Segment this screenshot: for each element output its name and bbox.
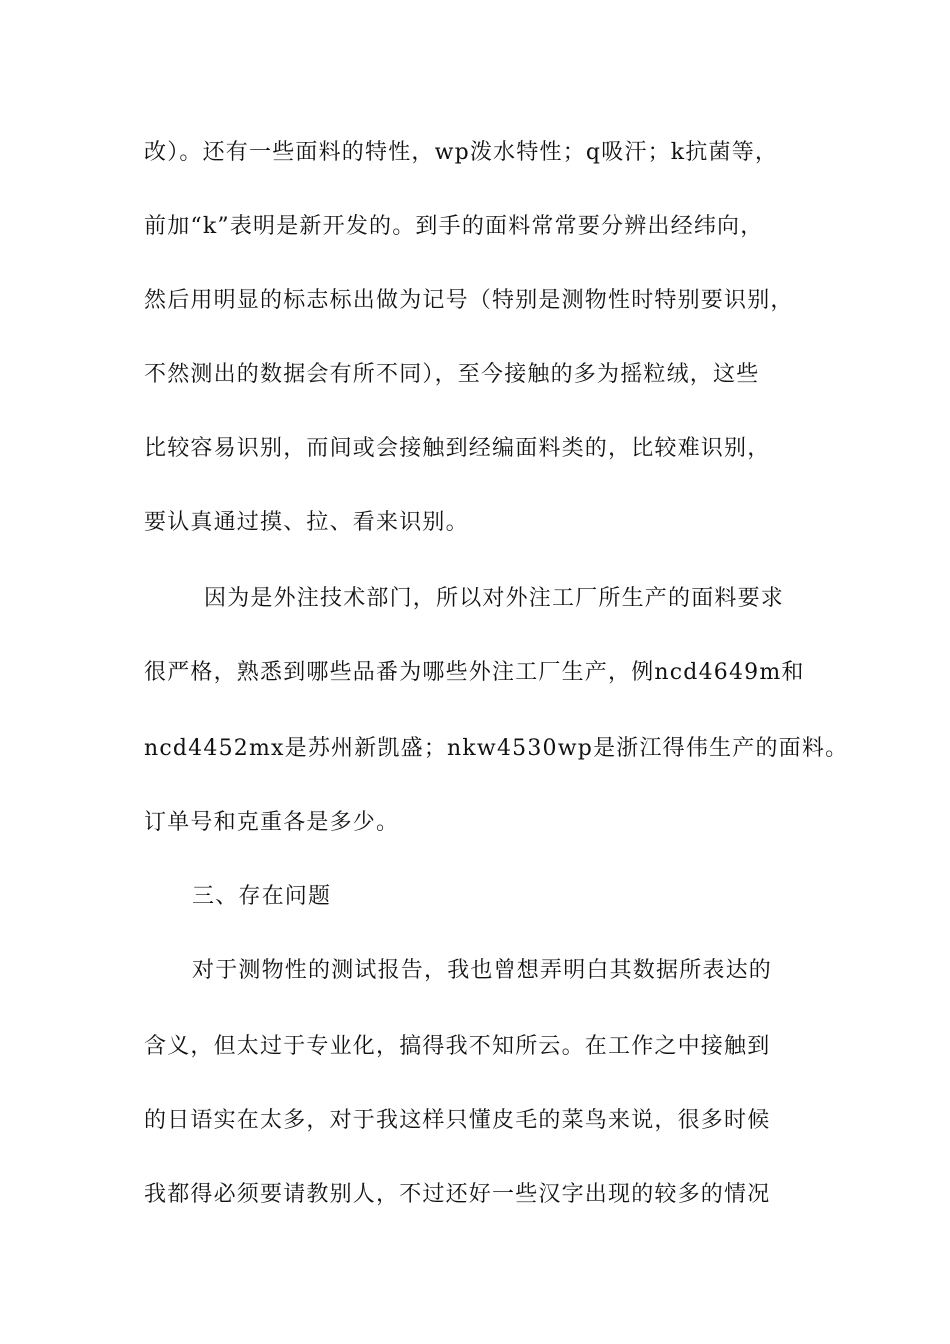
text-line: 改）。还有一些面料的特性，wp泼水特性；q吸汗；k抗菌等， — [144, 140, 779, 165]
text-line: 对于测物性的测试报告，我也曾想弄明白其数据所表达的 — [192, 958, 773, 983]
text-line: ncd4452mx是苏州新凯盛；nkw4530wp是浙江得伟生产的面料。 — [144, 736, 849, 761]
section-heading: 三、存在问题 — [192, 884, 332, 909]
text-line: 因为是外注技术部门，所以对外注工厂所生产的面料要求 — [204, 586, 785, 611]
text-line: 比较容易识别，而间或会接触到经编面料类的，比较难识别， — [144, 436, 771, 461]
text-line: 要认真通过摸、拉、看来识别。 — [144, 510, 469, 535]
text-line: 前加“k”表明是新开发的。到手的面料常常要分辨出经纬向， — [144, 214, 764, 239]
text-line: 含义，但太过于专业化，搞得我不知所云。在工作之中接触到 — [144, 1034, 771, 1059]
text-line: 订单号和克重各是多少。 — [144, 810, 400, 835]
text-line: 不然测出的数据会有所不同），至今接触的多为摇粒绒，这些 — [144, 362, 760, 387]
text-line: 很严格，熟悉到哪些品番为哪些外注工厂生产，例ncd4649m和 — [144, 660, 805, 685]
text-line: 我都得必须要请教别人，不过还好一些汉字出现的较多的情况 — [144, 1182, 771, 1207]
text-line: 的日语实在太多，对于我这样只懂皮毛的菜鸟来说，很多时候 — [144, 1108, 771, 1133]
text-line: 然后用明显的标志标出做为记号（特别是测物性时特别要识别， — [144, 288, 794, 313]
